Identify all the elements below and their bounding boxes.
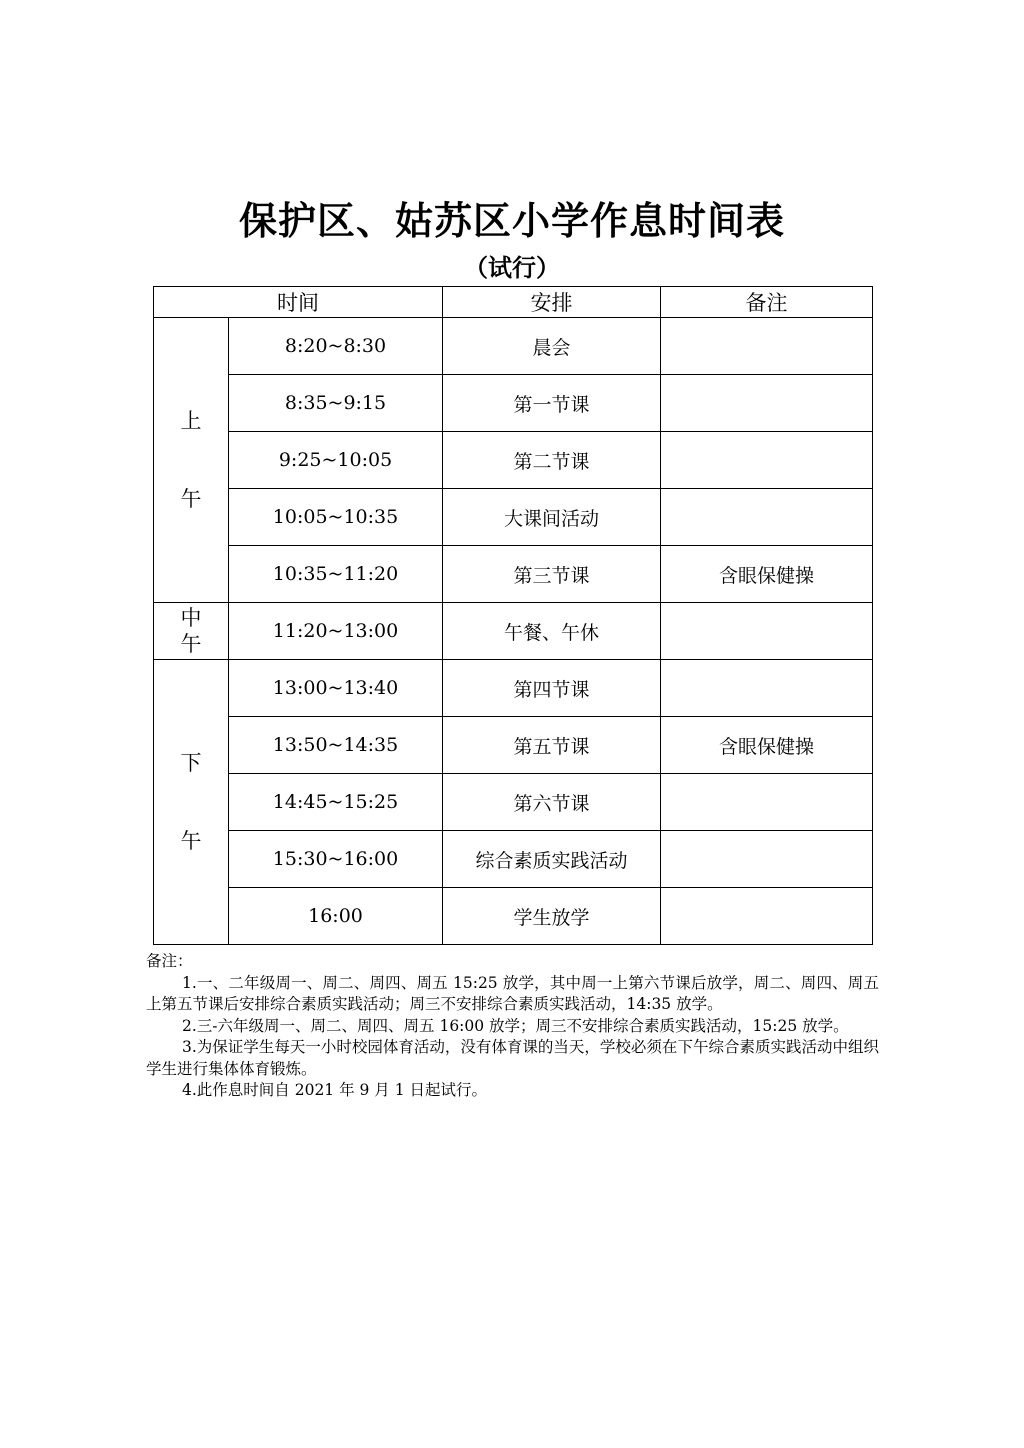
period-morning bbox=[154, 318, 229, 603]
note-item-1: 1.一、二年级周一、周二、周四、周五 15:25 放学，其中周一上第六节课后放学，周二、周四、周五上第五节课后安排综合素质实践活动；周三不安排综合素质实践活动，14:35 放学。 bbox=[146, 973, 879, 1013]
period-morning-char-1: 上 bbox=[180, 409, 202, 433]
activity-cell: 第四节课 bbox=[443, 660, 661, 717]
table-row bbox=[154, 432, 873, 489]
time-cell: 13:50~14:35 bbox=[229, 717, 443, 774]
activity-cell: 大课间活动 bbox=[443, 489, 661, 546]
note-cell bbox=[661, 831, 873, 888]
period-afternoon-char-2: 午 bbox=[180, 829, 202, 853]
note-cell: 含眼保健操 bbox=[661, 717, 873, 774]
activity-cell: 第一节课 bbox=[443, 375, 661, 432]
note-cell bbox=[661, 489, 873, 546]
time-cell: 10:35~11:20 bbox=[229, 546, 443, 603]
notes-section bbox=[146, 951, 879, 1102]
notes-heading: 备注： bbox=[146, 952, 193, 970]
time-cell: 16:00 bbox=[229, 888, 443, 945]
time-cell: 9:25~10:05 bbox=[229, 432, 443, 489]
header-activity: 安排 bbox=[443, 287, 661, 318]
period-noon bbox=[154, 603, 229, 660]
activity-cell: 综合素质实践活动 bbox=[443, 831, 661, 888]
time-cell: 8:35~9:15 bbox=[229, 375, 443, 432]
table-row bbox=[154, 603, 873, 660]
table-row bbox=[154, 888, 873, 945]
period-noon-char-1: 中 bbox=[180, 606, 202, 630]
note-cell bbox=[661, 774, 873, 831]
table-header-row bbox=[154, 287, 873, 318]
table-row bbox=[154, 831, 873, 888]
activity-cell: 第二节课 bbox=[443, 432, 661, 489]
note-cell bbox=[661, 432, 873, 489]
time-cell: 13:00~13:40 bbox=[229, 660, 443, 717]
note-cell bbox=[661, 375, 873, 432]
note-cell bbox=[661, 318, 873, 375]
note-cell bbox=[661, 888, 873, 945]
activity-cell: 午餐、午休 bbox=[443, 603, 661, 660]
table-row bbox=[154, 660, 873, 717]
period-afternoon bbox=[154, 660, 229, 945]
time-cell: 8:20~8:30 bbox=[229, 318, 443, 375]
time-cell: 11:20~13:00 bbox=[229, 603, 443, 660]
table-row bbox=[154, 546, 873, 603]
activity-cell: 第五节课 bbox=[443, 717, 661, 774]
time-cell: 10:05~10:35 bbox=[229, 489, 443, 546]
table-row bbox=[154, 318, 873, 375]
table-row bbox=[154, 774, 873, 831]
activity-cell: 第六节课 bbox=[443, 774, 661, 831]
table-row bbox=[154, 717, 873, 774]
page-subtitle: （试行） bbox=[464, 253, 560, 282]
period-afternoon-char-1: 下 bbox=[180, 751, 202, 775]
page-title: 保护区、姑苏区小学作息时间表 bbox=[238, 198, 785, 243]
activity-cell: 学生放学 bbox=[443, 888, 661, 945]
header-time: 时间 bbox=[154, 287, 443, 318]
period-noon-char-2: 午 bbox=[180, 632, 202, 656]
period-morning-char-2: 午 bbox=[180, 487, 202, 511]
note-cell: 含眼保健操 bbox=[661, 546, 873, 603]
time-cell: 15:30~16:00 bbox=[229, 831, 443, 888]
activity-cell: 晨会 bbox=[443, 318, 661, 375]
note-cell bbox=[661, 603, 873, 660]
time-cell: 14:45~15:25 bbox=[229, 774, 443, 831]
header-note: 备注 bbox=[661, 287, 873, 318]
activity-cell: 第三节课 bbox=[443, 546, 661, 603]
schedule-table bbox=[153, 286, 873, 945]
note-item-3: 3.为保证学生每天一小时校园体育活动，没有体育课的当天，学校必须在下午综合素质实践活动中组织学生进行集体体育锻炼。 bbox=[146, 1038, 879, 1078]
note-item-2: 2.三-六年级周一、周二、周四、周五 16:00 放学；周三不安排综合素质实践活动，15:25 放学。 bbox=[182, 1016, 849, 1035]
table-row bbox=[154, 375, 873, 432]
table-row bbox=[154, 489, 873, 546]
note-item-4: 4.此作息时间自 2021 年 9 月 1 日起试行。 bbox=[182, 1081, 488, 1099]
note-cell bbox=[661, 660, 873, 717]
